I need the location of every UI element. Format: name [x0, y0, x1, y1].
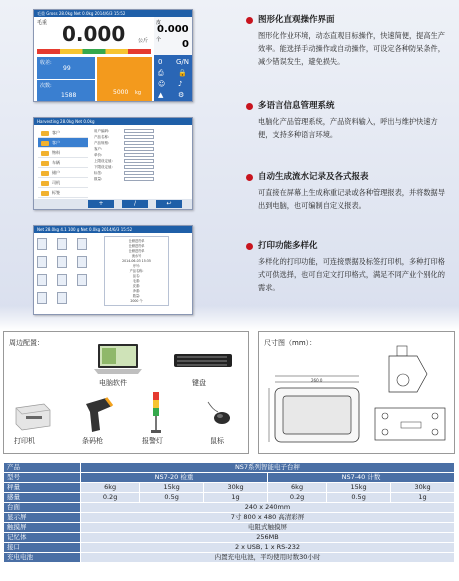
table-cell: 0.5g	[327, 493, 391, 503]
form-input[interactable]	[124, 129, 154, 133]
feature-title: 图形化直观操作界面	[246, 14, 446, 26]
template-thumb[interactable]	[57, 256, 67, 268]
template-thumb[interactable]	[77, 238, 87, 250]
count-box: 次数: 1588	[37, 80, 95, 102]
user-icon[interactable]: ☺	[158, 80, 166, 88]
side-panel: 皮 0.000 个 0 0 G/N ⎙ 🔒 ☺ ♪ ▲ ⚙	[154, 17, 193, 102]
folder-item[interactable]: 司机	[38, 178, 88, 188]
table-value: 内置充电电池，平均使用时数30小时	[81, 553, 455, 563]
table-row	[4, 493, 455, 503]
piece-count: 0	[182, 39, 189, 50]
form-input[interactable]	[124, 147, 154, 151]
table-cell: 30kg	[391, 483, 455, 493]
mouse-label: 鼠标	[210, 437, 224, 445]
table-value: 240 x 240mm	[81, 503, 455, 513]
folder-item[interactable]: 标签	[38, 188, 88, 198]
form-row: 单价:	[94, 152, 190, 158]
front-view-drawing	[267, 372, 367, 450]
form-row: 标签:	[94, 170, 190, 176]
folder-item[interactable]: 车辆	[38, 158, 88, 168]
up-icon[interactable]: ▲	[158, 91, 164, 99]
target-box: 5000 kg	[97, 57, 152, 102]
table-label: 秤量	[4, 483, 81, 493]
table-value: 2 x USB, 1 x RS-232	[81, 543, 455, 553]
form-row: 产品名称:	[94, 134, 190, 140]
peripherals-title: 周边配置：	[9, 339, 44, 347]
keyboard-label: 键盘	[192, 379, 206, 387]
ticket-preview: 仓储进货单 仓储进货单 仓储进货单 流水号 2014-06-03 15:35 序号: 产品名称: 品名: 毛重: 皮重: 净重: 数量: 2000 个	[104, 236, 169, 306]
table-row	[4, 543, 455, 553]
table-value: NS7系列智能电子台秤	[81, 463, 455, 473]
status-bar: Net 28.0kg 4.1 100 g Net 0.0kg 2014/6/3 15:52	[34, 226, 192, 233]
table-row	[4, 553, 455, 563]
alarm-light-icon	[150, 390, 162, 434]
report-screenshot	[33, 225, 193, 315]
weighing-screen-screenshot	[33, 9, 193, 102]
tare-weight: 0.000	[157, 24, 189, 35]
feature-body: 可直接在屏幕上生成称重记录或各种管理报表，并将数据导出到电脑，也可编制自定义报表。	[258, 188, 445, 210]
feature-title: 打印功能多样化	[246, 240, 446, 252]
feature-title: 自动生成流水记录及各式报表	[246, 171, 446, 183]
table-label: 显示屏	[4, 513, 81, 523]
side-view-drawing	[377, 344, 437, 400]
add-button[interactable]: +	[88, 200, 114, 208]
main-weight: 0.000	[62, 22, 126, 46]
form-row: 下限设定值:	[94, 164, 190, 170]
table-cell: 30kg	[204, 483, 268, 493]
table-label: 感量	[4, 493, 81, 503]
table-row	[4, 503, 455, 513]
zero-icon[interactable]: 0	[158, 58, 163, 66]
feature-graphical-ui	[246, 14, 446, 68]
form-input[interactable]	[124, 135, 154, 139]
mouse-icon	[204, 398, 234, 428]
feature-body: 电脑化产品管理系统，产品资料输入，呼出与维护快速方便，支持多种语言环境。	[258, 117, 438, 139]
table-row	[4, 463, 455, 473]
table-value: 电阻式触摸屏	[81, 523, 455, 533]
template-thumb[interactable]	[77, 274, 87, 286]
unit-label: 公斤	[138, 38, 149, 44]
peripherals-panel	[3, 331, 249, 454]
tolerance-box: 收差: 99	[37, 57, 95, 79]
table-cell: 15kg	[140, 483, 204, 493]
bottom-view-drawing	[371, 402, 449, 446]
table-value: 7寸 800 x 480 高清彩屏	[81, 513, 455, 523]
table-row	[4, 523, 455, 533]
folder-item[interactable]: 客户	[38, 128, 88, 138]
dimension-value: 260.0	[311, 378, 323, 383]
table-value: 256MB	[81, 533, 455, 543]
folder-list	[38, 128, 88, 208]
table-cell: 6kg	[81, 483, 140, 493]
spec-table	[3, 462, 455, 563]
template-thumb[interactable]	[37, 256, 47, 268]
table-value: NS7-20 检重	[81, 473, 268, 483]
table-cell: 0.5g	[140, 493, 204, 503]
table-cell: 15kg	[327, 483, 391, 493]
function-icon-grid[interactable]	[154, 55, 193, 102]
table-label: 产品	[4, 463, 81, 473]
table-cell: 1g	[391, 493, 455, 503]
template-thumb[interactable]	[37, 238, 47, 250]
table-label: 台面	[4, 503, 81, 513]
template-thumb[interactable]	[77, 256, 87, 268]
feature-multilanguage	[246, 100, 446, 141]
status-bar: Harvesting 28.0kg Net 0.0kg	[34, 118, 192, 125]
form-input[interactable]	[124, 165, 154, 169]
data-management-screenshot	[33, 117, 193, 210]
feature-reports	[246, 171, 446, 212]
alarm-light-label: 报警灯	[142, 437, 163, 445]
table-label: 触摸屏	[4, 523, 81, 533]
template-thumb[interactable]	[57, 238, 67, 250]
tare-icon[interactable]: G/N	[176, 58, 190, 66]
table-label: 记忆体	[4, 533, 81, 543]
folder-item[interactable]: 物料	[38, 148, 88, 158]
template-thumb[interactable]	[37, 292, 47, 304]
gross-label: 毛重	[37, 20, 48, 26]
table-row	[4, 483, 455, 493]
form-row: 上限设定值:	[94, 158, 190, 164]
dimensions-title: 尺寸图（mm）：	[264, 339, 317, 347]
button-bar	[34, 199, 193, 209]
back-button[interactable]: ↩	[156, 200, 182, 208]
edit-button[interactable]: /	[122, 200, 148, 208]
form-input[interactable]	[124, 153, 154, 157]
form-input[interactable]	[124, 177, 154, 181]
table-value: NS7-40 计数	[267, 473, 454, 483]
table-cell: 0.2g	[81, 493, 140, 503]
table-cell: 0.2g	[267, 493, 326, 503]
template-thumb[interactable]	[57, 292, 67, 304]
printer-icon	[12, 398, 52, 432]
software-label: 电脑软件	[99, 379, 127, 387]
template-thumb[interactable]	[57, 274, 67, 286]
weight-display	[34, 17, 154, 102]
table-label: 型号	[4, 473, 81, 483]
form-row: 数量:	[94, 176, 190, 182]
barcode-scanner-icon	[82, 396, 116, 434]
folder-item[interactable]: 储户	[38, 168, 88, 178]
feature-body: 多样化的打印功能，可连接票据及标签打印机，多种打印格式可供选择，也可自定文打印格式，满足不同产业个别化的需求。	[258, 257, 445, 292]
dimensions-panel	[258, 331, 455, 454]
range-bar	[37, 49, 151, 54]
table-row	[4, 533, 455, 543]
table-label: 接口	[4, 543, 81, 553]
form-row: 用户编码:	[94, 128, 190, 134]
form-input[interactable]	[124, 171, 154, 175]
alarm-icon[interactable]: ♪	[178, 80, 183, 88]
feature-title: 多语言信息管理系统	[246, 100, 446, 112]
form-input[interactable]	[124, 159, 154, 163]
template-list	[37, 236, 91, 312]
table-label: 充电电池	[4, 553, 81, 563]
lock-icon[interactable]: 🔒	[178, 69, 187, 77]
feature-body: 图形化作业环境，动态直观目标操作，快速简便，提高生产效率。能选择手动操作或自动操作，可设定各种防呆条件，减少错误发生，避免损失。	[258, 31, 445, 66]
product-form	[94, 128, 190, 188]
printer-label: 打印机	[14, 437, 35, 445]
form-row: 客户:	[94, 146, 190, 152]
status-bar: 毛重 Gross 28.0kg Net 0.0kg 2014/6/3 15:52	[34, 10, 192, 17]
table-row	[4, 473, 455, 483]
setting-icon[interactable]: ⚙	[178, 91, 185, 99]
print-icon[interactable]: ⎙	[158, 69, 164, 77]
laptop-icon	[92, 342, 144, 376]
form-input[interactable]	[124, 141, 154, 145]
table-cell: 1g	[204, 493, 268, 503]
feature-printing	[246, 240, 446, 294]
form-row: 产品规格:	[94, 140, 190, 146]
table-row	[4, 513, 455, 523]
table-cell: 6kg	[267, 483, 326, 493]
template-thumb[interactable]	[37, 274, 47, 286]
keyboard-icon	[174, 352, 232, 368]
barcode-label: 条码枪	[82, 437, 103, 445]
folder-item[interactable]: 客户	[38, 138, 88, 148]
